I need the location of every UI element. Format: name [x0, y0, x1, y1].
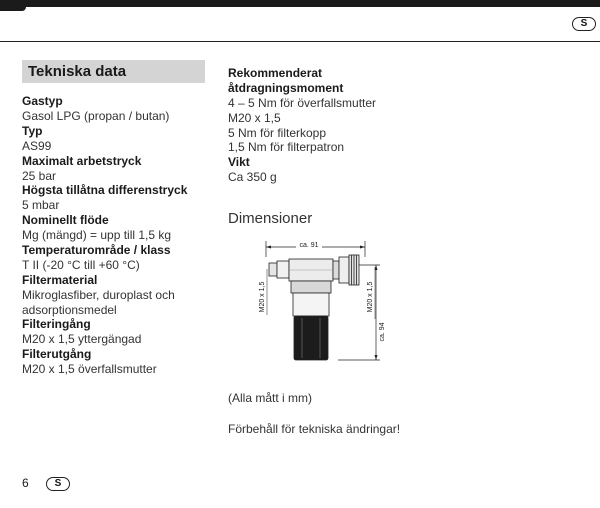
- disclaimer-note: Förbehåll för tekniska ändringar!: [228, 422, 401, 436]
- spec-value: Gasol LPG (propan / butan): [22, 109, 170, 123]
- spec-weight: [228, 155, 428, 185]
- height-label: ca. 94: [379, 322, 386, 342]
- page-number: 6: [22, 476, 29, 490]
- footer-language-badge: S: [46, 477, 70, 491]
- spec-value: M20 x 1,5 överfallsmutter: [22, 362, 157, 377]
- top-bar-tab: [0, 0, 26, 11]
- spec-label: Filtermaterial: [22, 272, 98, 287]
- units-note: (Alla mått i mm): [228, 391, 312, 405]
- spec-value: 5 mbar: [22, 198, 60, 213]
- spec-value: AS99: [22, 138, 52, 153]
- spec-value: M20 x 1,5: [228, 110, 281, 125]
- spec-label: Filterutgång: [22, 347, 92, 362]
- spec-value: Mikroglasfiber, duroplast och: [22, 287, 175, 302]
- spec-label: Filteringång: [22, 317, 91, 332]
- spec-value: M20 x 1,5 yttergängad: [22, 332, 142, 347]
- spec-label: Högsta tillåtna differenstryck: [22, 183, 188, 198]
- spec-value: Ca 350 g: [228, 170, 277, 185]
- spec-value: Mg (mängd) = upp till 1,5 kg: [22, 228, 172, 243]
- spec-typ: [22, 124, 217, 154]
- spec-max-pressure: [22, 154, 217, 184]
- spec-gastyp: [22, 94, 217, 124]
- specs-left-column: [22, 94, 217, 377]
- spec-filter-outlet: [22, 347, 217, 377]
- filter-dimension-drawing: [250, 237, 390, 369]
- spec-filter-material: [22, 273, 217, 318]
- spec-value: 1,5 Nm för filterpatron: [228, 140, 345, 155]
- spec-label: Gastyp: [22, 94, 63, 108]
- spec-temperature: [22, 243, 217, 273]
- spec-nominal-flow: [22, 213, 217, 243]
- spec-torque: [228, 66, 428, 155]
- spec-diff-pressure: [22, 183, 217, 213]
- spec-label: Typ: [22, 123, 43, 138]
- specs-right-column: [228, 66, 428, 185]
- spec-label: Nominellt flöde: [22, 213, 109, 228]
- thread-label-right: M20 x 1,5: [367, 281, 374, 313]
- dimensions-title: Dimensioner: [228, 210, 313, 227]
- spec-value: T II (-20 °C till +60 °C): [22, 257, 140, 272]
- spec-filter-inlet: [22, 317, 217, 347]
- top-bar: [0, 0, 600, 7]
- spec-value: 5 Nm för filterkopp: [228, 125, 327, 140]
- spec-label: Vikt: [228, 155, 250, 170]
- spec-label: Temperaturområde / klass: [22, 242, 171, 257]
- width-label: ca. 91: [299, 242, 319, 249]
- section-title: Tekniska data: [22, 60, 205, 83]
- spec-value: 25 bar: [22, 168, 57, 183]
- thread-label-left: M20 x 1,5: [259, 281, 266, 313]
- spec-value: adsorptionsmedel: [22, 302, 117, 317]
- spec-label: Rekommenderat: [228, 66, 323, 80]
- spec-label: Maximalt arbetstryck: [22, 153, 142, 168]
- filter-body: [269, 255, 359, 360]
- header-rule: [0, 41, 600, 42]
- spec-label: åtdragningsmoment: [228, 81, 344, 95]
- spec-value: 4 – 5 Nm för överfallsmutter: [228, 96, 377, 110]
- language-badge: S: [572, 17, 596, 31]
